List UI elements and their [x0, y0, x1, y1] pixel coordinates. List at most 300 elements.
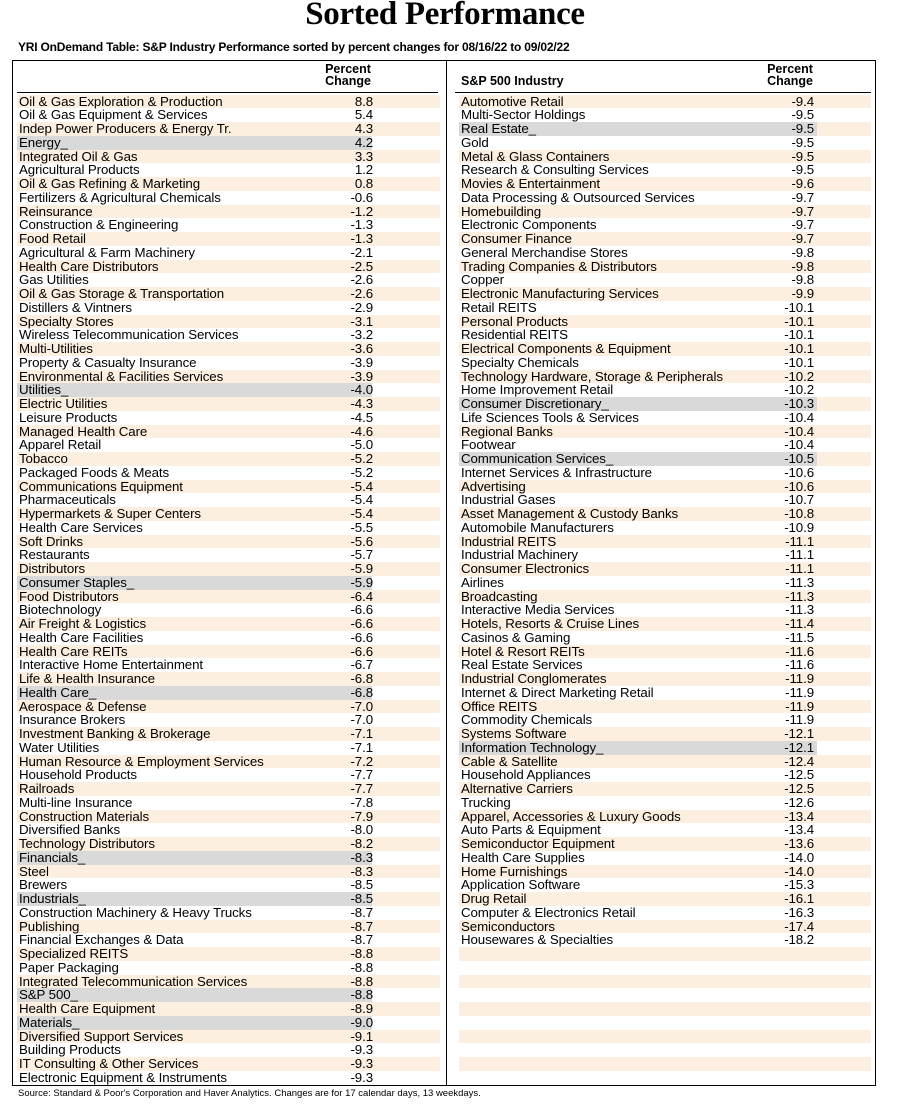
right-table-row: [459, 328, 871, 342]
right-table-row: [459, 246, 871, 260]
percent-change-value: -12.6: [784, 794, 814, 810]
percent-change-value: -10.2: [784, 382, 814, 398]
left-table-row: [17, 810, 440, 824]
left-table-row: [17, 205, 440, 219]
industry-name: Industrial REITS: [461, 533, 557, 549]
industry-name: Electronic Manufacturing Services: [461, 286, 659, 301]
left-table-row: [17, 301, 440, 315]
percent-change-value: -12.4: [784, 753, 814, 769]
right-table-row: [459, 218, 871, 232]
percent-change-value: -8.5: [350, 877, 373, 893]
industry-name: Office REITS: [461, 698, 538, 714]
table-subtitle: YRI OnDemand Table: S&P Industry Performance sorted by percent changes for 08/16/22 to 09/02/22: [18, 40, 570, 54]
industry-name: Semiconductors: [461, 918, 555, 934]
percent-change-value: -11.1: [785, 561, 814, 576]
percent-change-value: -6.7: [350, 657, 373, 673]
industry-name: Communications Equipment: [19, 478, 183, 494]
industry-name: Regional Banks: [461, 423, 553, 439]
industry-name: Multi-line Insurance: [19, 794, 133, 810]
industry-name: Building Products: [19, 1042, 121, 1058]
industry-name: Real Estate_: [461, 121, 536, 136]
right-table-row: [459, 672, 871, 686]
industry-name: Pharmaceuticals: [19, 492, 116, 508]
industry-name: Hypermarkets & Super Centers: [19, 506, 201, 521]
industry-name: Systems Software: [461, 726, 567, 741]
industry-name: Drug Retail: [461, 891, 527, 906]
industry-name: Gas Utilities: [19, 272, 89, 288]
percent-change-value: -1.3: [350, 231, 373, 246]
right-table-row: [459, 686, 871, 700]
percent-change-value: -11.3: [785, 602, 814, 618]
industry-name: Broadcasting: [461, 588, 538, 604]
left-table-row: [17, 892, 440, 906]
source-note: Source: Standard & Poor's Corporation and Haver Analytics. Changes are for 17 calendar days, 13 weekdays.: [18, 1088, 481, 1099]
percent-change-value: -5.7: [350, 547, 373, 563]
industry-name: Restaurants: [19, 547, 90, 563]
percent-change-value: -6.6: [350, 616, 373, 631]
right-table-row: [459, 1057, 871, 1071]
right-table-row: [459, 741, 871, 755]
industry-name: Electronic Equipment & Instruments: [19, 1069, 227, 1085]
industry-name: Specialty Chemicals: [461, 354, 579, 370]
percent-change-value: -3.2: [350, 327, 373, 343]
right-table-row: [459, 878, 871, 892]
left-table-row: [17, 548, 440, 562]
left-table-row: [17, 163, 440, 177]
right-table-row: [459, 287, 871, 301]
percent-change-value: -7.7: [350, 767, 373, 783]
left-table-row: [17, 645, 440, 659]
industry-name: Application Software: [461, 877, 581, 893]
industry-name: Consumer Staples_: [19, 574, 135, 590]
percent-change-value: -9.6: [791, 176, 814, 191]
percent-change-value: -5.2: [350, 451, 373, 466]
right-table-row: [459, 796, 871, 810]
right-table-row: [459, 315, 871, 329]
percent-change-value: -11.9: [785, 684, 814, 700]
industry-name: Distributors: [19, 561, 86, 576]
right-table-row: [459, 837, 871, 851]
industry-name: Technology Distributors: [19, 836, 155, 851]
left-table-row: [17, 1030, 440, 1044]
percent-change-value: -8.3: [350, 863, 373, 879]
percent-change-value: 5.4: [354, 107, 373, 123]
right-table-row: [459, 961, 871, 975]
right-table-row: [459, 480, 871, 494]
percent-change-value: -7.1: [350, 739, 373, 755]
industry-name: Leisure Products: [19, 409, 118, 425]
percent-change-value: -12.5: [784, 781, 814, 796]
industry-name: Oil & Gas Exploration & Production: [19, 93, 223, 109]
percent-change-value: -2.9: [350, 299, 373, 315]
percent-change-value: -11.3: [785, 588, 814, 604]
left-table-row: [17, 535, 440, 549]
percent-change-value: -9.7: [791, 203, 814, 219]
header-rule-left: [17, 92, 438, 93]
percent-change-value: -10.6: [784, 464, 814, 480]
percent-change-value: -8.7: [350, 918, 373, 934]
percent-change-value: -7.2: [350, 753, 373, 769]
percent-change-value: -8.7: [350, 904, 373, 920]
right-table-row: [459, 713, 871, 727]
industry-name: Internet Services & Infrastructure: [461, 464, 652, 480]
percent-change-value: -2.6: [350, 286, 373, 301]
right-table-row: [459, 988, 871, 1002]
percent-change-value: -9.5: [791, 134, 814, 150]
percent-change-value: -8.8: [350, 987, 373, 1003]
percent-change-value: -9.5: [791, 148, 814, 164]
right-table-row: [459, 425, 871, 439]
percent-change-value: -6.6: [350, 602, 373, 618]
industry-name: Interactive Home Entertainment: [19, 657, 203, 673]
percent-change-value: -7.9: [350, 808, 373, 824]
industry-name: Managed Health Care: [19, 423, 148, 439]
percent-change-value: -1.2: [350, 203, 373, 219]
industry-name: Housewares & Specialties: [461, 932, 614, 948]
industry-name: Automotive Retail: [461, 93, 564, 109]
percent-change-value: -11.9: [785, 671, 814, 686]
right-table-row: [459, 356, 871, 370]
percent-change-value: -10.4: [784, 423, 814, 439]
percent-change-value: -6.8: [350, 684, 373, 700]
percent-change-value: -9.7: [791, 189, 814, 205]
percent-change-value: -16.3: [784, 904, 814, 920]
left-table-row: [17, 713, 440, 727]
percent-change-value: -11.1: [785, 547, 814, 563]
percent-change-value: -13.4: [784, 822, 814, 838]
industry-name: Research & Consulting Services: [461, 162, 649, 178]
percent-change-value: -17.4: [784, 918, 814, 934]
percent-change-value: -9.5: [791, 121, 814, 136]
right-table-row: [459, 260, 871, 274]
right-table-row: [459, 370, 871, 384]
industry-name: Aerospace & Defense: [19, 698, 147, 714]
percent-change-value: -11.3: [785, 574, 814, 590]
percent-change-value: -10.1: [784, 299, 814, 315]
percent-change-value: 4.3: [354, 121, 373, 136]
percent-change-value: -10.7: [784, 492, 814, 508]
industry-name: Communication Services_: [461, 451, 614, 466]
industry-name: Metal & Glass Containers: [461, 148, 610, 164]
percent-change-value: 4.2: [354, 134, 373, 150]
industry-name: Utilities_: [19, 382, 69, 398]
percent-change-value: -10.5: [784, 451, 814, 466]
industry-name: Financial Exchanges & Data: [19, 932, 184, 948]
left-table-row: [17, 686, 440, 700]
percent-change-value: 3.3: [354, 148, 373, 164]
right-table-row: [459, 397, 871, 411]
percent-change-value: -11.6: [785, 657, 814, 673]
right-table-row: [459, 700, 871, 714]
left-table-row: [17, 315, 440, 329]
industry-name: Food Retail: [19, 231, 86, 246]
industry-name: Biotechnology: [19, 602, 102, 618]
right-table-row: [459, 1071, 871, 1085]
percent-change-value: -10.1: [784, 327, 814, 343]
percent-change-value: -0.6: [350, 189, 373, 205]
industry-name: Apparel, Accessories & Luxury Goods: [461, 808, 681, 824]
percent-change-value: -2.5: [350, 258, 373, 274]
industry-name: Health Care REITs: [19, 643, 128, 659]
percent-change-value: -5.9: [350, 561, 373, 576]
left-table-row: [17, 700, 440, 714]
industry-name: Gold: [461, 134, 489, 150]
percent-change-value: -8.7: [350, 932, 373, 948]
right-table-row: [459, 782, 871, 796]
industry-name: Agricultural & Farm Machinery: [19, 244, 195, 260]
percent-change-value: -6.4: [350, 588, 373, 604]
industry-name: Data Processing & Outsourced Services: [461, 189, 695, 205]
percent-change-value: -2.1: [350, 244, 373, 260]
right-table-row: [459, 383, 871, 397]
percent-change-value: -10.6: [784, 478, 814, 494]
right-table-row: [459, 920, 871, 934]
industry-name: Homebuilding: [461, 203, 542, 219]
left-table-row: [17, 273, 440, 287]
left-table-row: [17, 260, 440, 274]
right-table-row: [459, 755, 871, 769]
right-table-row: [459, 452, 871, 466]
percent-change-value: -15.3: [784, 877, 814, 893]
industry-name: Asset Management & Custody Banks: [461, 506, 679, 521]
header-rule-right: [455, 92, 871, 93]
left-table-row: [17, 590, 440, 604]
percent-change-value: -18.2: [784, 932, 814, 948]
industry-name: Energy_: [19, 134, 68, 150]
percent-change-value: -9.9: [791, 286, 814, 301]
industry-name: Air Freight & Logistics: [19, 616, 147, 631]
right-table-row: [459, 823, 871, 837]
left-table-row: [17, 452, 440, 466]
left-table-row: [17, 397, 440, 411]
percent-change-value: -3.1: [350, 313, 373, 329]
right-table-row: [459, 727, 871, 741]
industry-name: Steel: [19, 863, 49, 879]
right-table-row: [459, 301, 871, 315]
left-table-row: [17, 232, 440, 246]
percent-change-value: -4.0: [350, 382, 373, 398]
left-table-row: [17, 122, 440, 136]
industry-name: Packaged Foods & Meats: [19, 464, 170, 480]
industry-name: Internet & Direct Marketing Retail: [461, 684, 654, 700]
right-table-row: [459, 342, 871, 356]
industry-name: Railroads: [19, 781, 75, 796]
header-line: Percent: [767, 62, 813, 76]
percent-change-value: -5.5: [350, 519, 373, 535]
left-header-percent-change: [318, 63, 378, 87]
left-table-row: [17, 411, 440, 425]
percent-change-value: -9.3: [350, 1056, 373, 1071]
percent-change-value: -9.8: [791, 272, 814, 288]
right-table-row: [459, 232, 871, 246]
left-table-row: [17, 136, 440, 150]
industry-name: Construction Machinery & Heavy Trucks: [19, 904, 252, 920]
percent-change-value: -6.8: [350, 671, 373, 686]
percent-change-value: -11.9: [785, 698, 814, 714]
industry-name: Automobile Manufacturers: [461, 519, 614, 535]
industry-name: Integrated Telecommunication Services: [19, 973, 248, 989]
left-table-row: [17, 1002, 440, 1016]
percent-change-value: -9.7: [791, 217, 814, 233]
industry-name: Computer & Electronics Retail: [461, 904, 636, 920]
industry-name: Brewers: [19, 877, 68, 893]
industry-name: Specialized REITS: [19, 946, 129, 961]
right-table-row: [459, 603, 871, 617]
percent-change-value: -9.8: [791, 244, 814, 260]
industry-name: Trading Companies & Distributors: [461, 258, 657, 274]
left-table-row: [17, 755, 440, 769]
right-table-row: [459, 493, 871, 507]
percent-change-value: 1.2: [354, 162, 373, 178]
industry-name: IT Consulting & Other Services: [19, 1056, 199, 1071]
left-table-row: [17, 1016, 440, 1030]
percent-change-value: -10.1: [784, 313, 814, 329]
left-table-row: [17, 988, 440, 1002]
industry-name: Industrial Gases: [461, 492, 556, 508]
right-table-row: [459, 892, 871, 906]
page-title: Sorted Performance: [305, 0, 585, 32]
left-table-row: [17, 878, 440, 892]
left-table-row: [17, 796, 440, 810]
percent-change-value: -9.5: [791, 162, 814, 178]
industry-name: Water Utilities: [19, 739, 100, 755]
industry-name: Health Care Facilities: [19, 629, 144, 645]
percent-change-value: -11.6: [785, 643, 814, 659]
industry-name: Health Care_: [19, 684, 97, 700]
industry-name: Construction & Engineering: [19, 217, 179, 233]
percent-change-value: -7.7: [350, 781, 373, 796]
industry-name: Retail REITS: [461, 299, 537, 315]
industry-name: Residential REITS: [461, 327, 568, 343]
industry-name: Wireless Telecommunication Services: [19, 327, 239, 343]
left-table-row: [17, 521, 440, 535]
industry-name: Consumer Electronics: [461, 561, 590, 576]
right-table-row: [459, 1016, 871, 1030]
industry-name: Property & Casualty Insurance: [19, 354, 197, 370]
percent-change-value: -10.4: [784, 437, 814, 453]
left-table-row: [17, 865, 440, 879]
column-divider: [446, 61, 447, 1086]
industry-name: Financials_: [19, 849, 86, 865]
industry-name: Construction Materials: [19, 808, 150, 824]
percent-change-value: -5.4: [350, 492, 373, 508]
industry-name: Movies & Entertainment: [461, 176, 600, 191]
industry-name: Airlines: [461, 574, 504, 590]
right-table-row: [459, 548, 871, 562]
right-table-row: [459, 205, 871, 219]
percent-change-value: -5.4: [350, 478, 373, 494]
percent-change-value: 8.8: [354, 93, 373, 109]
industry-name: Cable & Satellite: [461, 753, 558, 769]
right-table-row: [459, 466, 871, 480]
right-table-row: [459, 617, 871, 631]
percent-change-value: -10.4: [784, 409, 814, 425]
left-table-row: [17, 631, 440, 645]
left-table-row: [17, 425, 440, 439]
left-table-row: [17, 342, 440, 356]
right-header-percent-change: [758, 63, 822, 87]
percent-change-value: -5.6: [350, 533, 373, 549]
right-table-row: [459, 150, 871, 164]
percent-change-value: -5.9: [350, 574, 373, 590]
percent-change-value: -6.6: [350, 629, 373, 645]
industry-name: Technology Hardware, Storage & Peripherals: [461, 368, 723, 384]
right-table-row: [459, 136, 871, 150]
percent-change-value: -12.1: [784, 726, 814, 741]
industry-name: General Merchandise Stores: [461, 244, 628, 260]
right-table-row: [459, 507, 871, 521]
industry-name: Health Care Distributors: [19, 258, 159, 274]
left-table-row: [17, 177, 440, 191]
right-table-row: [459, 947, 871, 961]
industry-name: Health Care Services: [19, 519, 143, 535]
left-table-row: [17, 837, 440, 851]
industry-name: Household Products: [19, 767, 137, 783]
industry-name: Information Technology_: [461, 739, 604, 755]
industry-name: Insurance Brokers: [19, 712, 126, 728]
right-table-row: [459, 177, 871, 191]
right-table-row: [459, 631, 871, 645]
percent-change-value: -8.8: [350, 959, 373, 975]
industry-name: Footwear: [461, 437, 516, 453]
percent-change-value: -8.8: [350, 946, 373, 961]
right-table-row: [459, 438, 871, 452]
industry-name: Paper Packaging: [19, 959, 119, 975]
percent-change-value: -6.6: [350, 643, 373, 659]
left-table-row: [17, 603, 440, 617]
industry-name: Semiconductor Equipment: [461, 836, 615, 851]
industry-name: Hotel & Resort REITs: [461, 643, 585, 659]
percent-change-value: -9.3: [350, 1069, 373, 1085]
left-table-row: [17, 782, 440, 796]
left-table-row: [17, 823, 440, 837]
right-table-row: [459, 1030, 871, 1044]
percent-change-value: -12.1: [784, 739, 814, 755]
industry-name: Personal Products: [461, 313, 568, 329]
industry-name: S&P 500_: [19, 987, 78, 1003]
industry-name: Consumer Discretionary_: [461, 396, 609, 411]
percent-change-value: -10.2: [784, 368, 814, 384]
left-table-row: [17, 480, 440, 494]
industry-name: Oil & Gas Storage & Transportation: [19, 286, 225, 301]
percent-change-value: -4.5: [350, 409, 373, 425]
percent-change-value: -5.0: [350, 437, 373, 453]
industry-name: Indep Power Producers & Energy Tr.: [19, 121, 232, 136]
industry-name: Industrial Machinery: [461, 547, 578, 563]
left-table-row: [17, 576, 440, 590]
percent-change-value: -8.8: [350, 973, 373, 989]
right-table-row: [459, 1043, 871, 1057]
percent-change-value: 0.8: [354, 176, 373, 191]
percent-change-value: -9.1: [350, 1028, 373, 1044]
percent-change-value: -7.0: [350, 712, 373, 728]
right-table-row: [459, 933, 871, 947]
right-table-row: [459, 95, 871, 109]
industry-name: Oil & Gas Equipment & Services: [19, 107, 208, 123]
right-table-row: [459, 562, 871, 576]
percent-change-value: -8.5: [350, 891, 373, 906]
left-table-row: [17, 108, 440, 122]
right-table-row: [459, 108, 871, 122]
percent-change-value: -11.1: [785, 533, 814, 549]
industry-name: Copper: [461, 272, 505, 288]
left-table-row: [17, 287, 440, 301]
percent-change-value: -3.9: [350, 354, 373, 370]
percent-change-value: -4.3: [350, 396, 373, 411]
right-table-row: [459, 273, 871, 287]
left-table-row: [17, 383, 440, 397]
left-table-row: [17, 975, 440, 989]
